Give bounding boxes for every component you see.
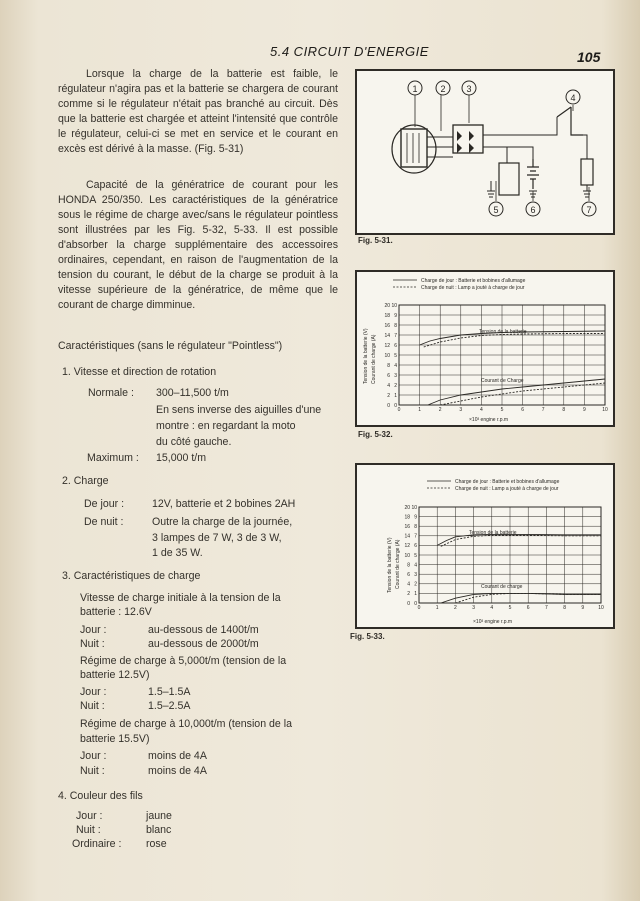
spec1-note-line1: En sens inverse des aiguilles d'une [156, 404, 322, 416]
generator-housing [392, 125, 436, 173]
x-tick-label: 5 [500, 407, 504, 413]
x-tick-label: 1 [435, 605, 439, 611]
x-tick-label: 5 [508, 605, 512, 611]
y-tick-label-right: 3 [414, 572, 417, 578]
y-axis-label-current: Courant de charge (A) [395, 539, 401, 589]
y-tick-label-right: 0 [394, 402, 397, 409]
spec1-max-value: 15,000 t/m [156, 452, 207, 464]
spec2-night-line1: Outre la charge de la journée, [152, 516, 293, 528]
figure-5-31-wiring-diagram [355, 69, 615, 235]
y-tick-label-left: 2 [387, 392, 390, 399]
x-tick-label: 1 [418, 407, 421, 413]
spec3-day-label: Jour : [80, 624, 107, 636]
chart-5-33-plot [404, 505, 604, 611]
series-line-1 [441, 535, 601, 546]
callout-5 [489, 202, 503, 216]
y-tick-label-right: 6 [414, 543, 417, 550]
battery-wire [507, 147, 533, 159]
svg-text:1: 1 [412, 84, 418, 94]
y-tick-label-right: 5 [414, 552, 417, 559]
legend-night-text: Charge de nuit : Lamp a jouté à charge de jour [421, 285, 525, 291]
curve-label-current: Courant de Charge [481, 378, 524, 384]
spec4-title: 4. Couleur des fils [58, 790, 143, 802]
x-tick-label: 10 [602, 407, 608, 413]
svg-text:3: 3 [466, 84, 472, 94]
y-tick-label-right: 2 [414, 581, 417, 588]
switch-symbol [557, 107, 583, 135]
y-tick-label-left: 6 [387, 372, 390, 379]
x-tick-label: 2 [454, 605, 457, 611]
y-tick-label-right: 6 [394, 342, 397, 349]
chart-5-32-plot [384, 303, 608, 413]
y-tick-label-right: 2 [394, 382, 397, 389]
callout-4 [566, 90, 580, 104]
spec3-r5-night-label: Nuit : [80, 700, 105, 712]
svg-text:6: 6 [530, 205, 536, 215]
y-tick-label-left: 14 [384, 332, 390, 339]
spec2-night-label: De nuit : [84, 516, 124, 528]
y-tick-label-left: 16 [404, 524, 410, 530]
y-tick-label-right: 4 [414, 562, 417, 569]
curve-label-current: Courant de charge [481, 584, 523, 590]
spec1-note-line3: du côté gauche. [156, 436, 232, 448]
x-tick-label: 3 [472, 605, 475, 611]
x-tick-label: 8 [563, 605, 566, 611]
spec2-day-value: 12V, batterie et 2 bobines 2AH [152, 498, 296, 510]
wiring-diagram-svg [357, 71, 613, 233]
battery-symbol [527, 159, 539, 189]
x-axis-label: ×10³ engine r.p.m [469, 417, 509, 423]
y-tick-label-left: 4 [387, 382, 390, 389]
spec3-regime5000-line1: Régime de charge à 5,000t/m (tension de la [80, 655, 287, 667]
legend-day-text: Charge de jour : Batterie et bobines d'allumage [421, 278, 526, 284]
generator-windings [407, 133, 419, 163]
svg-text:5: 5 [493, 205, 499, 215]
x-tick-label: 8 [562, 407, 566, 413]
x-tick-label: 0 [417, 605, 421, 611]
x-tick-label: 4 [490, 605, 494, 611]
specs-heading: Caractéristiques (sans le régulateur "Pointless") [58, 340, 283, 352]
section-title: 5.4 CIRCUIT D'ENERGIE [270, 44, 429, 59]
x-tick-label: 6 [526, 605, 530, 611]
y-tick-label-left: 8 [407, 562, 410, 569]
y-tick-label-left: 10 [404, 552, 410, 559]
svg-text:2: 2 [440, 84, 446, 94]
spec3-r10-night-value: moins de 4A [148, 765, 207, 777]
spec4-night-value: blanc [146, 824, 172, 836]
y-tick-label-left: 18 [384, 312, 390, 319]
spec2-night-line2: 3 lampes de 7 W, 3 de 3 W, [152, 532, 282, 544]
spec3-night-value: au-dessous de 2000t/m [148, 638, 259, 650]
y-tick-label-right: 4 [394, 362, 397, 369]
ground-symbol-3 [583, 185, 591, 197]
x-tick-label: 10 [598, 605, 604, 611]
generator-wires [427, 137, 453, 157]
x-tick-label: 7 [541, 407, 545, 413]
spec3-r10-day-value: moins de 4A [148, 750, 207, 762]
spec1-max-label: Maximum : [87, 452, 139, 464]
spec1-note-line2: montre : en regardant la moto [156, 420, 296, 432]
spec3-day-value: au-dessous de 1400t/m [148, 624, 259, 636]
spec3-initial-line2: batterie : 12.6V [80, 606, 152, 618]
y-tick-label-right: 7 [394, 332, 397, 339]
y-tick-label-right: 5 [394, 352, 397, 359]
generator-coil [401, 129, 427, 167]
y-tick-label-right: 1 [414, 591, 417, 598]
y-tick-label-left: 2 [407, 591, 410, 598]
callout-leaders [415, 95, 589, 201]
spec3-initial-line1: Vitesse de charge initiale à la tension de la [80, 592, 281, 604]
spec3-title: 3. Caractéristiques de charge [62, 570, 201, 582]
y-tick-label-left: 0 [407, 600, 410, 607]
y-tick-label-left: 12 [404, 543, 410, 550]
callout-3 [462, 81, 476, 95]
x-tick-label: 0 [397, 407, 401, 413]
y-tick-label-left: 20 [404, 504, 410, 511]
svg-text:4: 4 [570, 93, 576, 103]
figure-5-33-chart [355, 463, 615, 629]
spec4-day-label: Jour : [76, 810, 103, 822]
callout-2 [436, 81, 450, 95]
spec2-day-label: De jour : [84, 498, 125, 510]
callout-6 [526, 202, 540, 216]
x-tick-label: 4 [480, 407, 483, 413]
y-tick-label-left: 14 [404, 533, 410, 540]
y-tick-label-right: 3 [394, 372, 397, 379]
x-tick-label: 2 [438, 407, 442, 413]
y-axis-label-voltage: Tension de la batterie (V) [363, 328, 369, 384]
spec3-regime5000-line2: batterie 12.5V) [80, 669, 150, 681]
callout-7 [582, 202, 596, 216]
y-tick-label-right: 10 [391, 302, 397, 309]
y-tick-label-left: 0 [387, 402, 390, 409]
y-tick-label-right: 1 [394, 392, 397, 399]
svg-text:7: 7 [586, 205, 592, 215]
x-tick-label: 3 [459, 407, 463, 413]
spec3-regime10000-line1: Régime de charge à 10,000t/m (tension de la [80, 718, 293, 730]
fig33-caption: Fig. 5-33. [350, 632, 385, 641]
fig32-caption: Fig. 5-32. [358, 430, 393, 439]
y-tick-label-left: 12 [384, 342, 390, 349]
figure-5-32-chart [355, 270, 615, 427]
x-tick-label: 6 [521, 407, 524, 413]
y-tick-label-left: 4 [407, 581, 410, 588]
rectifier-diodes [457, 131, 474, 153]
spec3-night-label: Nuit : [80, 638, 105, 650]
y-tick-label-left: 18 [404, 514, 410, 521]
y-tick-label-right: 7 [414, 533, 417, 540]
legend-night-text: Charge de nuit : Lamp a jouté à charge de jour [455, 486, 559, 492]
spec4-night-label: Nuit : [76, 824, 101, 836]
y-axis-label-voltage: Tension de la batterie (V) [387, 537, 393, 593]
spec2-night-line3: 1 de 35 W. [152, 547, 203, 559]
ground-symbol-1 [487, 181, 495, 197]
spec1-normal-value: 300–11,500 t/m [156, 387, 229, 399]
y-tick-label-left: 20 [384, 302, 390, 309]
spec3-r5-day-label: Jour : [80, 686, 107, 698]
y-tick-label-left: 8 [387, 362, 390, 369]
callout-1 [408, 81, 422, 95]
spec3-r10-night-label: Nuit : [80, 765, 105, 777]
load-wire [583, 135, 587, 159]
page-number: 105 [577, 49, 601, 65]
spec3-r5-day-value: 1.5–1.5A [148, 686, 191, 698]
load-resistor [581, 159, 593, 185]
chart-5-32 [357, 272, 613, 425]
y-axis-label-current: Courant de charge (A) [371, 334, 377, 384]
y-tick-label-left: 10 [384, 352, 390, 359]
spec3-regime10000-line2: batterie 15.5V) [80, 733, 150, 745]
spec4-ordinary-value: rose [146, 838, 167, 850]
regulator-block [499, 163, 519, 195]
x-tick-label: 9 [583, 407, 586, 413]
y-tick-label-left: 16 [384, 322, 390, 329]
curve-label-voltage: Tension de la batterie [469, 530, 517, 536]
x-tick-label: 7 [545, 605, 548, 611]
y-tick-label-right: 9 [394, 312, 397, 319]
main-wires [483, 117, 557, 163]
y-tick-label-right: 8 [394, 322, 397, 329]
spec3-r10-day-label: Jour : [80, 750, 107, 762]
spec1-title: 1. Vitesse et direction de rotation [62, 366, 217, 378]
spec4-ordinary-label: Ordinaire : [72, 838, 122, 850]
legend-day-text: Charge de jour : Batterie et bobines d'allumage [455, 479, 560, 485]
capacity-paragraph: Capacité de la génératrice de courant pour les HONDA 250/350. Les caractéristiques de la génératrice sous le régime de charge avec/sans le régulateur pointless sont illustrées par les Fig. 5-32, 5-33. Il est possible d'absorber la charge supplémentaire des accessoires ordinaires, cependant, en raison de l'augmentation de la tension du courant, le début de la charge se produit à la vitesse supérieure de la génératrice, de même que le courant de charge dimminue. [58, 179, 338, 311]
y-tick-label-right: 9 [414, 514, 417, 521]
x-axis-label: ×10³ engine r.p.m [473, 619, 513, 625]
y-tick-label-right: 0 [414, 600, 417, 607]
y-tick-label-right: 8 [414, 524, 417, 530]
intro-paragraph: Lorsque la charge de la batterie est faible, le régulateur n'agira pas et la batterie se chargera de courant comme si le régulateur n'était pas branché au circuit. Dès que la batterie est chargée et atteint l'intensité que contrôle le régulateur, celui-ci se met en service et le courant en excès est dérivé à la masse. (Fig. 5-31) [58, 68, 338, 155]
curve-label-voltage: Tension de la batterie [479, 329, 527, 335]
x-tick-label: 9 [581, 605, 585, 611]
spec2-title: 2. Charge [62, 475, 109, 487]
fig31-caption: Fig. 5-31. [358, 236, 393, 245]
spec3-r5-night-value: 1.5–2.5A [148, 700, 191, 712]
spec1-normal-label: Normale : [88, 387, 134, 399]
y-tick-label-right: 10 [411, 504, 417, 511]
y-tick-label-left: 6 [407, 572, 410, 578]
spec4-day-value: jaune [146, 810, 172, 822]
chart-5-33 [357, 465, 613, 627]
